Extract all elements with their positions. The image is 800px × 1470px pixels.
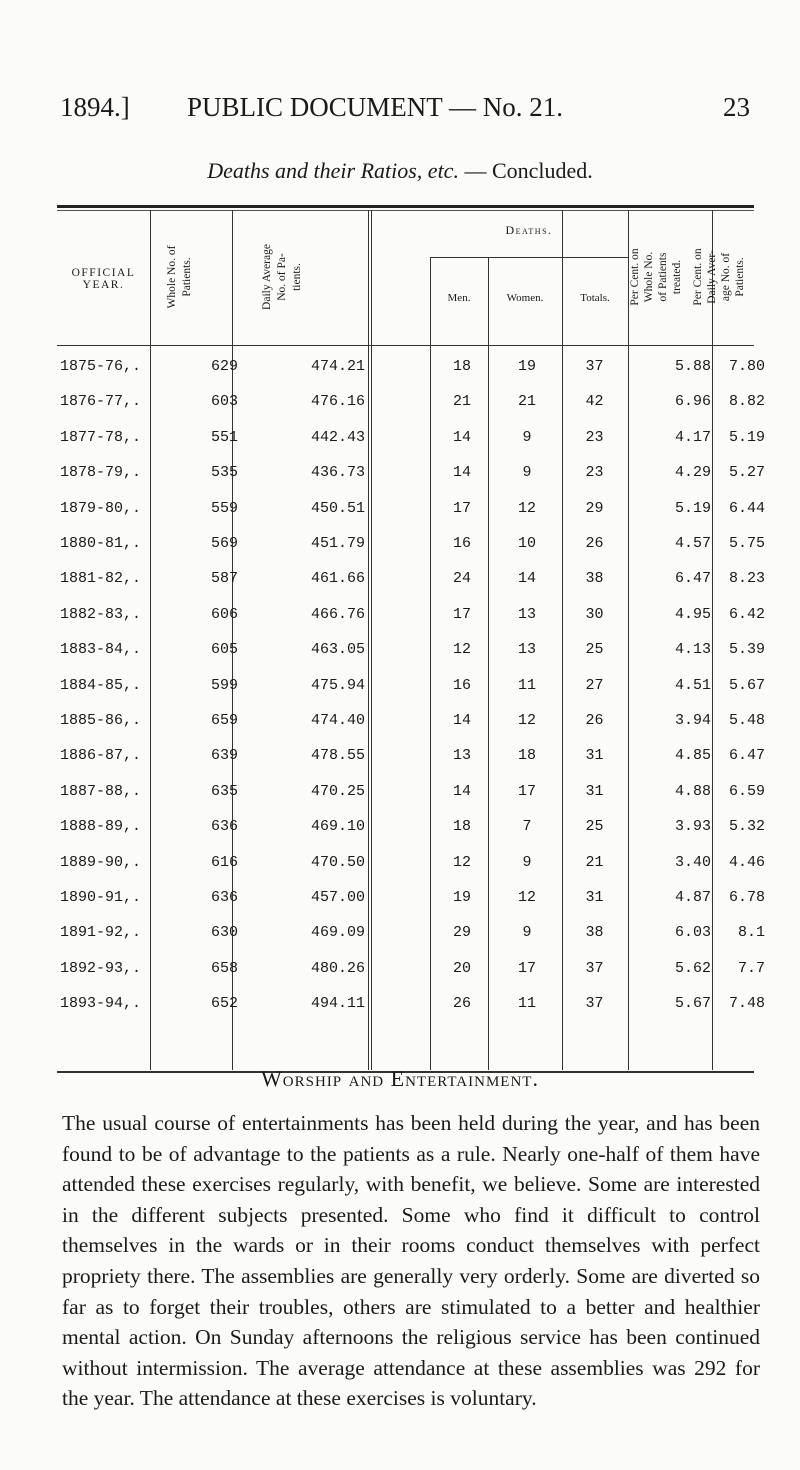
- cell-year: 1891-92,.: [60, 924, 142, 942]
- cell-men: 24: [452, 570, 471, 588]
- cell-whole-no: 559: [211, 499, 239, 517]
- top-rule: [57, 205, 754, 208]
- cell-women: 19: [517, 358, 536, 375]
- header-pc-daily: Per Cent. on Daily Aver- age No. of Patients.: [692, 248, 746, 306]
- cell-men: 16: [452, 535, 471, 552]
- cell-pc-daily: 5.39: [728, 641, 765, 659]
- table-row: [57, 464, 765, 496]
- cell-pc-daily: 5.67: [728, 676, 765, 694]
- cell-totals: 26: [585, 535, 604, 552]
- cell-daily-average: 469.10: [311, 818, 366, 836]
- cell-women: 9: [522, 924, 532, 942]
- cell-pc-whole: 4.95: [674, 605, 711, 623]
- cell-whole-no: 652: [211, 995, 239, 1013]
- cell-men: 16: [452, 676, 471, 694]
- cell-pc-daily: 6.47: [728, 747, 765, 765]
- cell-whole-no: 635: [211, 782, 239, 800]
- table-caption: [0, 158, 800, 184]
- cell-totals: 37: [585, 959, 604, 977]
- header-women: Women.: [506, 292, 544, 304]
- header-bottom-rule: [57, 345, 754, 346]
- cell-year: 1889-90,.: [60, 853, 142, 871]
- cell-pc-whole: 3.40: [674, 853, 711, 871]
- cell-year: 1884-85,.: [60, 676, 142, 694]
- cell-pc-whole: 4.57: [674, 535, 711, 552]
- cell-women: 7: [522, 818, 532, 836]
- table-row: [57, 995, 765, 1027]
- cell-whole-no: 639: [211, 747, 239, 765]
- cell-women: 11: [517, 676, 536, 694]
- cell-men: 18: [452, 358, 471, 375]
- cell-pc-daily: 8.1: [737, 924, 765, 942]
- header-pc-whole: Per Cent. on Whole No. of Patients treated.: [629, 248, 683, 306]
- cell-whole-no: 535: [211, 464, 239, 482]
- cell-pc-daily: 6.78: [728, 889, 765, 906]
- cell-men: 20: [452, 959, 471, 977]
- caption-rest: — Concluded.: [458, 158, 593, 183]
- cell-totals: 31: [585, 782, 604, 800]
- cell-men: 17: [452, 499, 471, 517]
- cell-men: 29: [452, 924, 471, 942]
- table-row: [57, 605, 765, 638]
- cell-year: 1879-80,.: [60, 499, 142, 517]
- cell-men: 12: [452, 641, 471, 659]
- cell-year: 1887-88,.: [60, 782, 142, 800]
- cell-pc-whole: 6.47: [674, 570, 711, 588]
- cell-women: 13: [517, 605, 536, 623]
- cell-whole-no: 629: [211, 358, 239, 375]
- cell-year: 1893-94,.: [60, 995, 142, 1013]
- cell-men: 26: [452, 995, 471, 1013]
- cell-men: 17: [452, 605, 471, 623]
- cell-men: 18: [452, 818, 471, 836]
- header-title: PUBLIC DOCUMENT — No. 21.: [187, 92, 564, 122]
- header-official-year: OFFICIAL YEAR.: [71, 267, 136, 291]
- cell-daily-average: 463.05: [311, 641, 366, 659]
- cell-pc-daily: 5.75: [728, 535, 765, 552]
- cell-daily-average: 470.50: [311, 853, 366, 871]
- cell-pc-daily: 8.23: [728, 570, 765, 588]
- cell-daily-average: 476.16: [311, 393, 366, 411]
- cell-year: 1878-79,.: [60, 464, 142, 482]
- cell-women: 12: [517, 712, 536, 729]
- table-row: [57, 747, 765, 779]
- cell-pc-whole: 5.19: [674, 499, 711, 517]
- cell-whole-no: 659: [211, 712, 239, 729]
- cell-daily-average: 470.25: [311, 782, 366, 800]
- cell-pc-whole: 4.51: [674, 676, 711, 694]
- header-year: 1894.]: [60, 92, 130, 122]
- table-row: [57, 641, 765, 673]
- cell-whole-no: 616: [211, 853, 239, 871]
- cell-year: 1877-78,.: [60, 428, 142, 446]
- cell-daily-average: 480.26: [311, 959, 366, 977]
- cell-women: 9: [522, 853, 532, 871]
- cell-pc-whole: 6.96: [674, 393, 711, 411]
- header-totals: Totals.: [580, 292, 610, 304]
- page-number: 23: [723, 92, 750, 122]
- cell-pc-daily: 5.48: [728, 712, 765, 729]
- cell-women: 17: [517, 782, 536, 800]
- cell-year: 1885-86,.: [60, 712, 142, 729]
- cell-totals: 27: [585, 676, 604, 694]
- cell-pc-whole: 4.87: [674, 889, 711, 906]
- cell-men: 14: [452, 712, 471, 729]
- cell-year: 1892-93,.: [60, 959, 142, 977]
- cell-daily-average: 475.94: [311, 676, 366, 694]
- cell-women: 12: [517, 889, 536, 906]
- cell-pc-whole: 3.94: [674, 712, 711, 729]
- cell-year: 1882-83,.: [60, 605, 142, 623]
- cell-totals: 23: [585, 428, 604, 446]
- cell-women: 10: [517, 535, 536, 552]
- cell-men: 14: [452, 428, 471, 446]
- cell-totals: 29: [585, 499, 604, 517]
- table-row: [57, 676, 765, 709]
- table-row: [57, 570, 765, 602]
- cell-pc-whole: 6.03: [674, 924, 711, 942]
- header-men: Men.: [447, 292, 471, 304]
- cell-year: 1883-84,.: [60, 641, 142, 659]
- cell-totals: 38: [585, 924, 604, 942]
- cell-totals: 23: [585, 464, 604, 482]
- cell-whole-no: 606: [211, 605, 239, 623]
- cell-whole-no: 605: [211, 641, 239, 659]
- cell-women: 9: [522, 464, 532, 482]
- cell-totals: 26: [585, 712, 604, 729]
- cell-daily-average: 457.00: [311, 889, 366, 906]
- cell-daily-average: 451.79: [311, 535, 366, 552]
- header-whole-no: Whole No. of Patients.: [166, 245, 193, 309]
- cell-pc-daily: 8.82: [728, 393, 765, 411]
- cell-totals: 21: [585, 853, 604, 871]
- cell-daily-average: 474.21: [311, 358, 366, 375]
- cell-men: 19: [452, 889, 471, 906]
- cell-pc-whole: 3.93: [674, 818, 711, 836]
- cell-whole-no: 551: [211, 428, 239, 446]
- table-row: [57, 393, 765, 425]
- cell-women: 9: [522, 428, 532, 446]
- cell-whole-no: 630: [211, 924, 239, 942]
- cell-daily-average: 494.11: [311, 995, 366, 1013]
- cell-totals: 37: [585, 358, 604, 375]
- table-row: [57, 889, 765, 921]
- cell-pc-daily: 4.46: [728, 853, 765, 871]
- cell-totals: 30: [585, 605, 604, 623]
- cell-whole-no: 587: [211, 570, 239, 588]
- cell-pc-whole: 4.13: [674, 641, 711, 659]
- cell-women: 11: [517, 995, 536, 1013]
- cell-pc-whole: 5.67: [674, 995, 711, 1013]
- caption-italic: Deaths and their Ratios, etc.: [207, 158, 459, 183]
- cell-whole-no: 636: [211, 818, 239, 836]
- cell-totals: 31: [585, 889, 604, 906]
- cell-pc-daily: 5.19: [728, 428, 765, 446]
- top-rule-thin: [57, 210, 754, 211]
- table-row: [57, 924, 765, 956]
- cell-whole-no: 569: [211, 535, 239, 552]
- table-row: [57, 358, 765, 390]
- table-row: [57, 499, 765, 532]
- cell-women: 17: [517, 959, 536, 977]
- cell-pc-whole: 4.29: [674, 464, 711, 482]
- cell-men: 14: [452, 782, 471, 800]
- cell-women: 13: [517, 641, 536, 659]
- cell-year: 1880-81,.: [60, 535, 142, 552]
- cell-year: 1890-91,.: [60, 889, 142, 906]
- cell-pc-daily: 6.59: [728, 782, 765, 800]
- cell-whole-no: 658: [211, 959, 239, 977]
- cell-pc-whole: 4.17: [674, 428, 711, 446]
- cell-daily-average: 436.73: [311, 464, 366, 482]
- cell-pc-daily: 7.48: [728, 995, 765, 1013]
- cell-women: 14: [517, 570, 536, 588]
- cell-totals: 42: [585, 393, 604, 411]
- body-paragraph: The usual course of entertainments has been held during the year, and has been found to be of advantage to the patients as a rule. Nearly one-half of them have attended these exercises regularly, with benefit, we believe. Some are interested in the different subjects presented. Some who find it difficult to control themselves in the wards or in their rooms conduct themselves with perfect propriety there. The assemblies are generally very orderly. Some are diverted so far as to forget their troubles, others are stimulated to a better and healthier mental action. On Sunday afternoons the religious service has been continued without intermission. The average attendance at these assemblies was 292 for the year. The attendance at these exercises is voluntary.: [62, 1111, 760, 1411]
- cell-totals: 37: [585, 995, 604, 1013]
- cell-pc-daily: 5.27: [728, 464, 765, 482]
- cell-whole-no: 603: [211, 393, 239, 411]
- cell-daily-average: 474.40: [311, 712, 366, 729]
- cell-pc-daily: 6.42: [728, 605, 765, 623]
- cell-pc-whole: 5.88: [674, 358, 711, 375]
- header-deaths: Deaths.: [505, 223, 553, 237]
- cell-daily-average: 469.09: [311, 924, 366, 942]
- cell-year: 1881-82,.: [60, 570, 142, 588]
- cell-pc-daily: 7.80: [728, 358, 765, 375]
- table-row: [57, 712, 765, 744]
- cell-totals: 31: [585, 747, 604, 765]
- cell-daily-average: 478.55: [311, 747, 366, 765]
- cell-year: 1888-89,.: [60, 818, 142, 836]
- cell-daily-average: 442.43: [311, 428, 366, 446]
- cell-men: 13: [452, 747, 471, 765]
- table-row: [57, 782, 765, 815]
- cell-pc-daily: 6.44: [728, 499, 765, 517]
- cell-daily-average: 461.66: [311, 570, 366, 588]
- cell-whole-no: 636: [211, 889, 239, 906]
- cell-men: 12: [452, 853, 471, 871]
- cell-pc-whole: 4.88: [674, 782, 711, 800]
- running-header: [60, 92, 750, 132]
- table-row: [57, 535, 765, 567]
- cell-daily-average: 450.51: [311, 499, 366, 517]
- table-row: [57, 959, 765, 992]
- table-row: [57, 818, 765, 850]
- cell-men: 21: [452, 393, 471, 411]
- cell-year: 1875-76,.: [60, 358, 142, 375]
- cell-totals: 38: [585, 570, 604, 588]
- cell-year: 1876-77,.: [60, 393, 142, 411]
- table-row: [57, 853, 765, 886]
- cell-totals: 25: [585, 641, 604, 659]
- deaths-subheader-rule: [430, 257, 628, 258]
- cell-year: 1886-87,.: [60, 747, 142, 765]
- cell-whole-no: 599: [211, 676, 239, 694]
- cell-totals: 25: [585, 818, 604, 836]
- cell-pc-daily: 7.7: [737, 959, 765, 977]
- cell-women: 18: [517, 747, 536, 765]
- cell-daily-average: 466.76: [311, 605, 366, 623]
- cell-pc-whole: 4.85: [674, 747, 711, 765]
- cell-men: 14: [452, 464, 471, 482]
- cell-women: 12: [517, 499, 536, 517]
- header-daily-average: Daily Average No. of Pa- tients.: [261, 244, 303, 310]
- section-heading: Worship and Entertainment.: [261, 1066, 539, 1091]
- cell-women: 21: [517, 393, 536, 411]
- cell-pc-whole: 5.62: [674, 959, 711, 977]
- cell-pc-daily: 5.32: [728, 818, 765, 836]
- table-row: [57, 428, 765, 461]
